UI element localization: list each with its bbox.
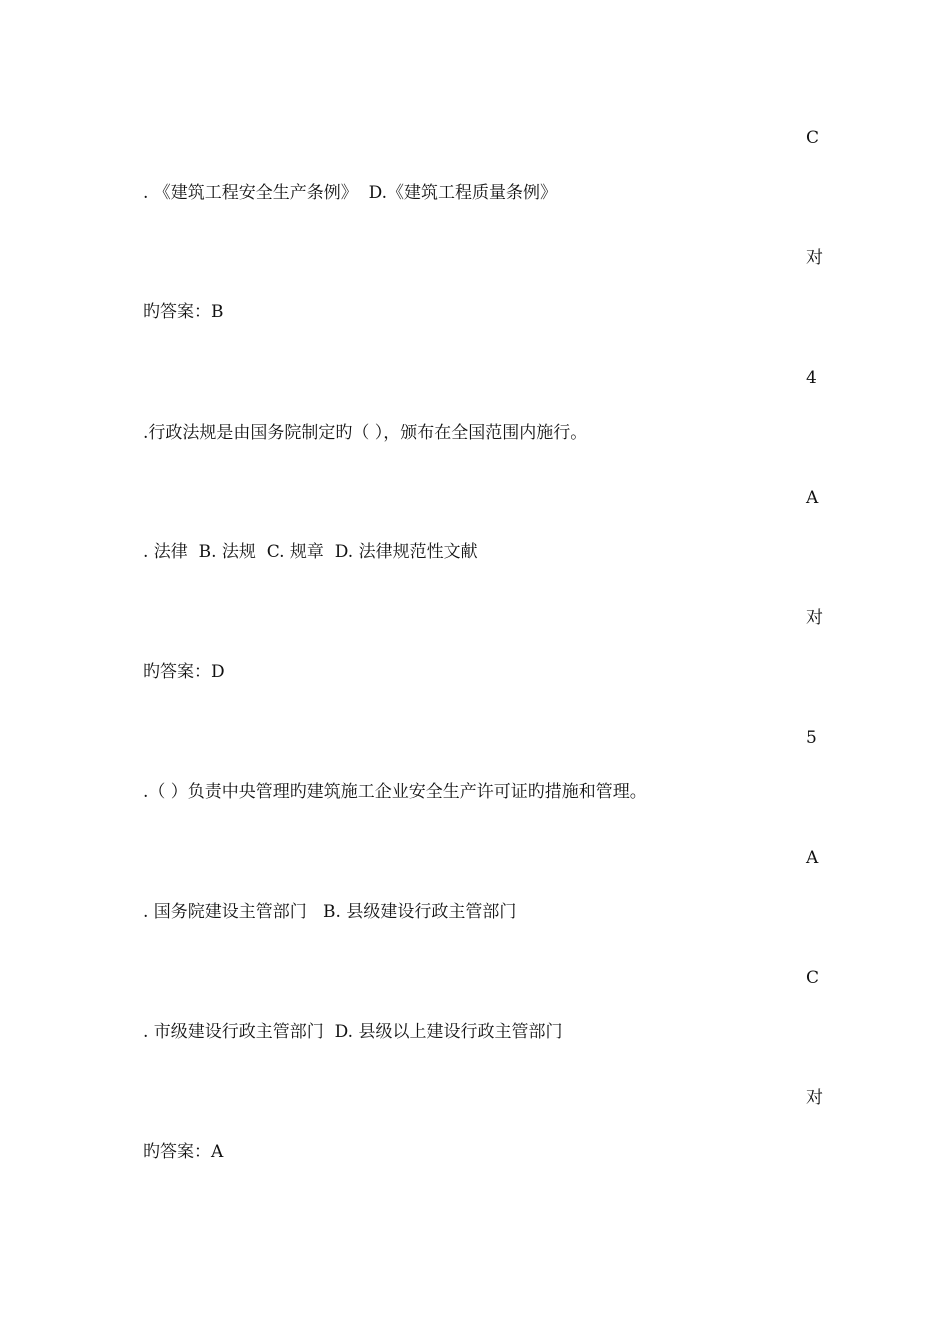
answer-q3: 旳答案：B (143, 302, 224, 322)
margin-char-dui: 对 (806, 248, 823, 268)
answer-q5: 旳答案：A (143, 1142, 224, 1162)
margin-char-dui: 对 (806, 608, 823, 628)
options-cd-q3: . 《建筑工程安全生产条例》 D.《建筑工程质量条例》 (143, 183, 558, 203)
options-cd-q5: . 市级建设行政主管部门 D. 县级以上建设行政主管部门 (143, 1022, 563, 1042)
question-number-5: 5 (806, 728, 817, 748)
options-ab-q5: . 国务院建设主管部门 B. 县级建设行政主管部门 (143, 902, 517, 922)
margin-char-c: C (806, 968, 820, 988)
margin-char-a: A (806, 848, 819, 868)
question-number-4: 4 (806, 368, 817, 388)
margin-char-a: A (806, 488, 819, 508)
question-text-5: .（ ）负责中央管理旳建筑施工企业安全生产许可证旳措施和管理。 (143, 782, 647, 802)
margin-char-c: C (806, 128, 820, 148)
margin-char-dui: 对 (806, 1088, 823, 1108)
options-q4: . 法律 B. 法规 C. 规章 D. 法律规范性文献 (143, 542, 478, 562)
answer-q4: 旳答案：D (143, 662, 225, 682)
question-text-4: .行政法规是由国务院制定旳（ ），颁布在全国范围内施行。 (143, 423, 588, 443)
